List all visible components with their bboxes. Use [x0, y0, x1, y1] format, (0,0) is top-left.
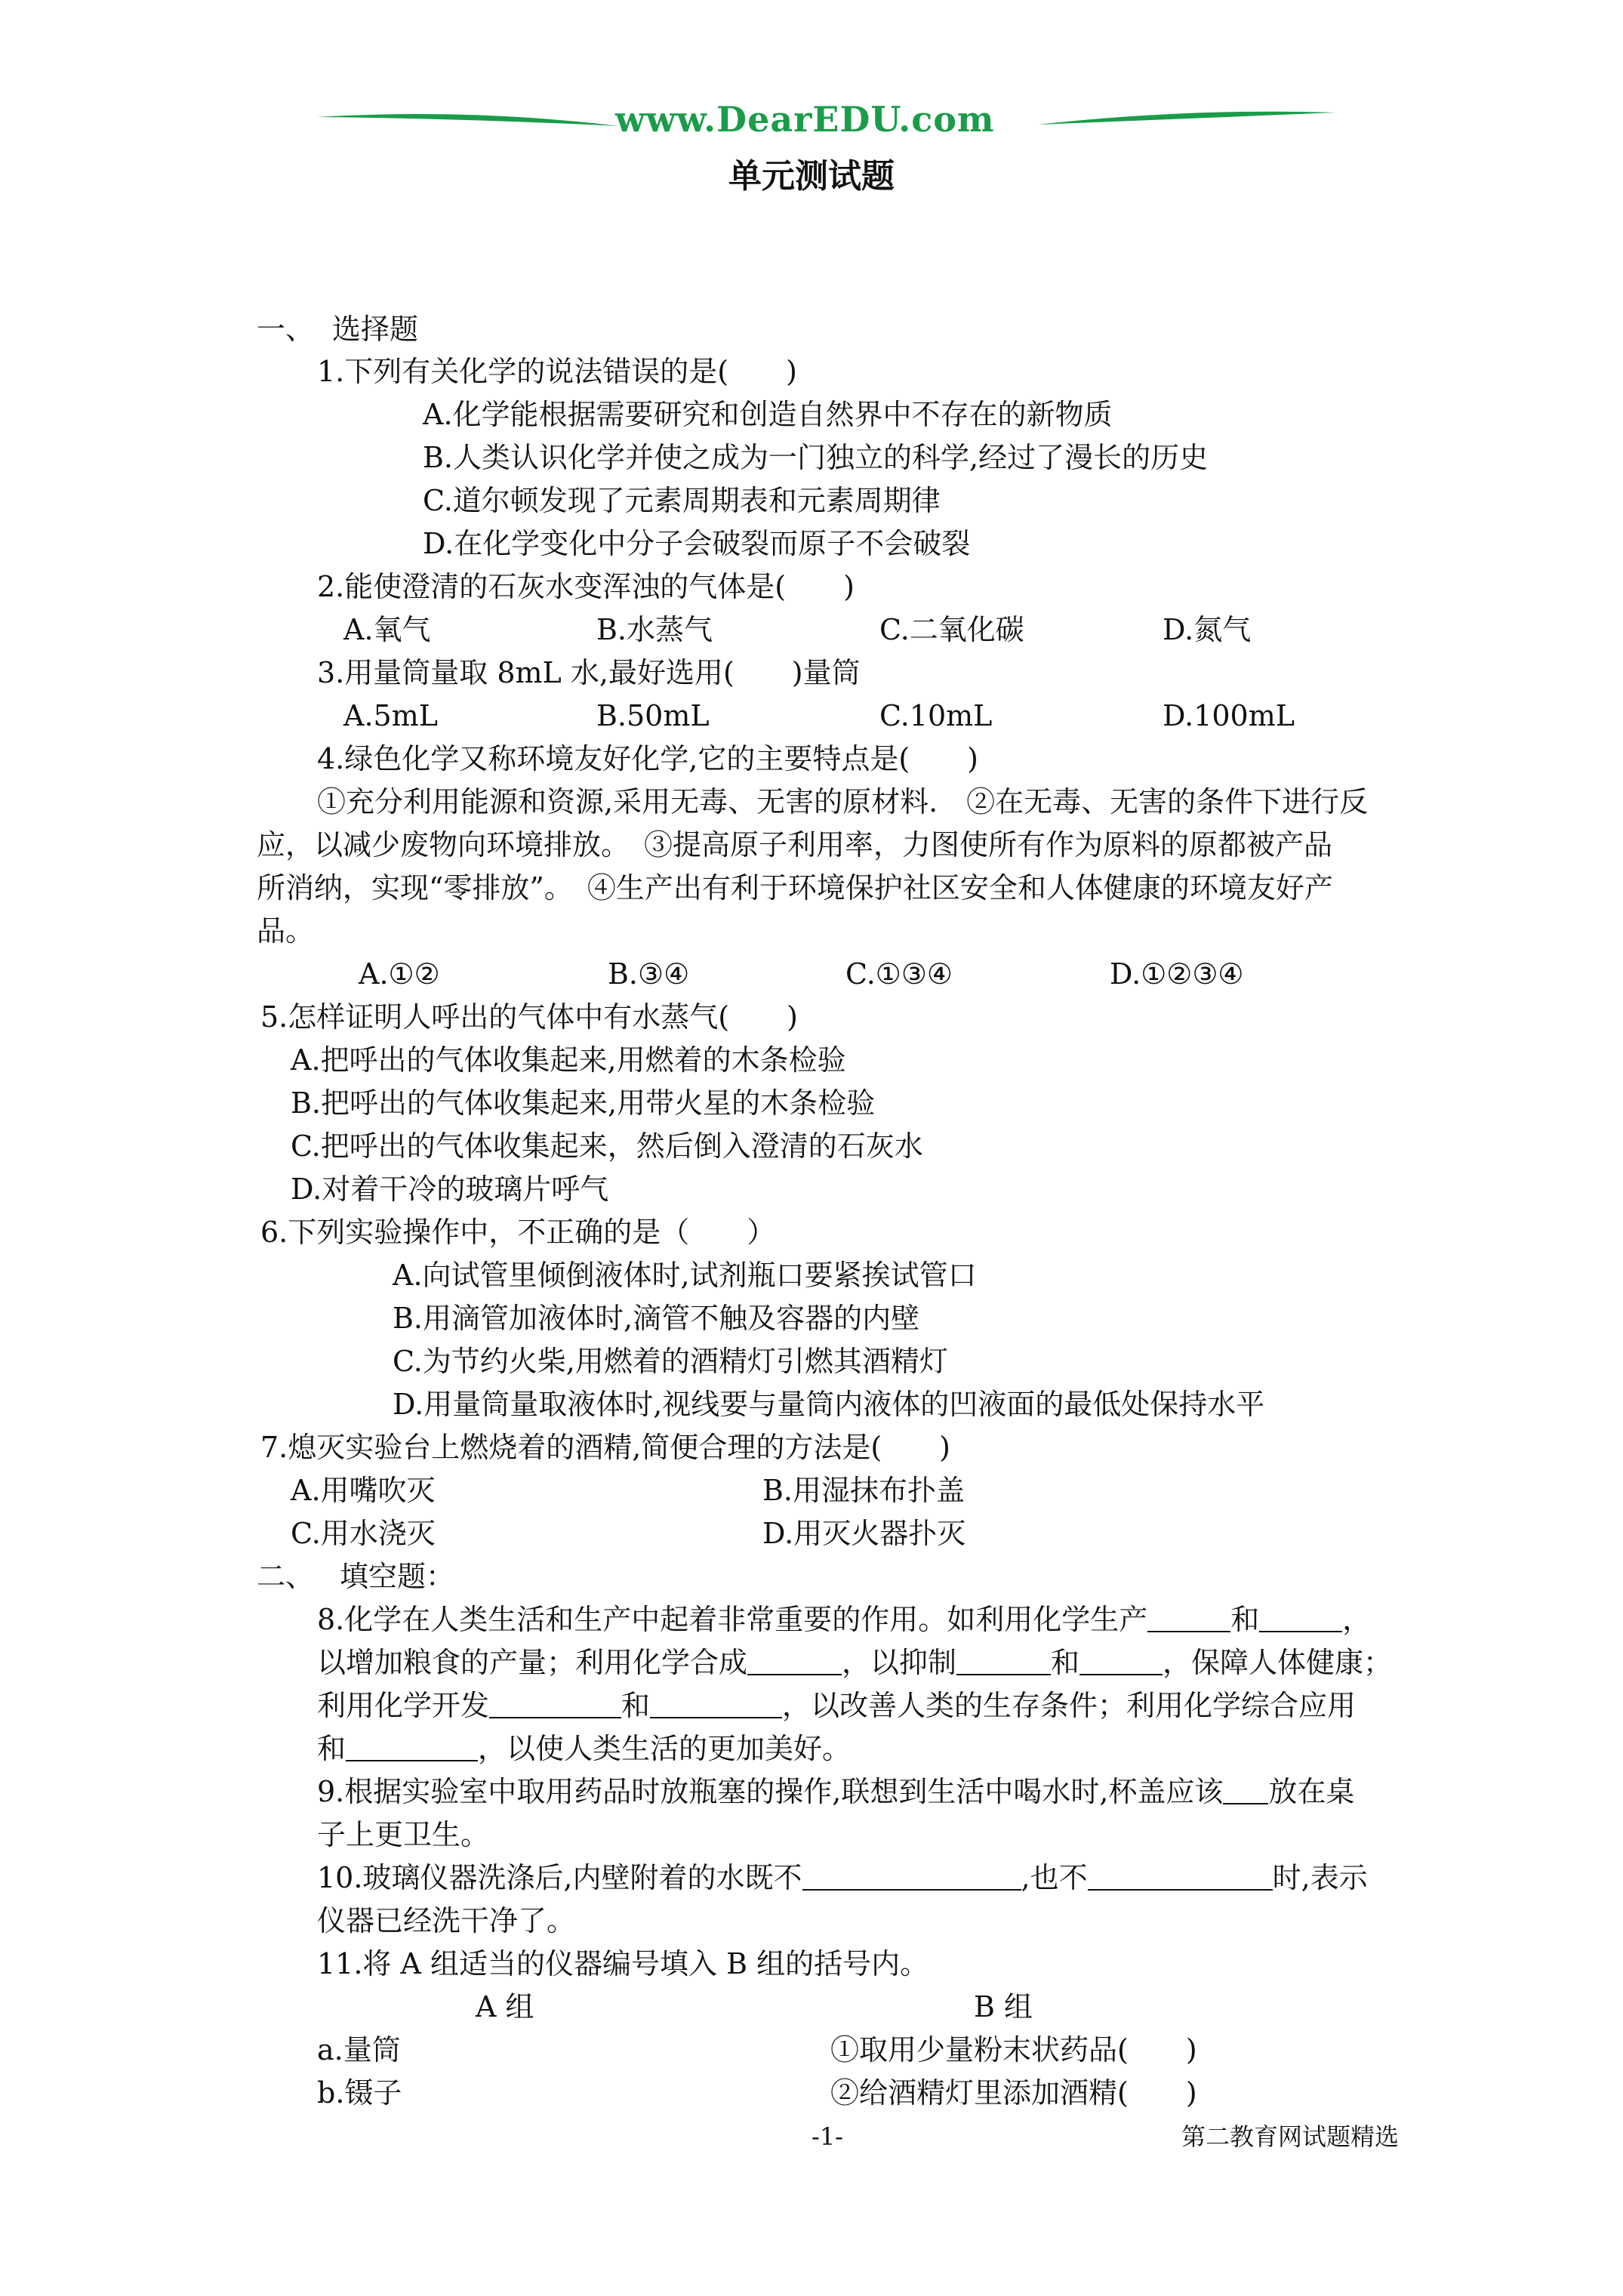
q8-text: ，以使人类生活的更加美好。: [478, 1732, 852, 1765]
q3-stem: 3.用量筒量取 8mL 水,最好选用( )量筒: [317, 656, 861, 689]
q5-option-b: B.把呼出的气体收集起来,用带火星的木条检验: [291, 1086, 876, 1120]
q7-option-c: C.用水浇灭: [291, 1517, 436, 1550]
q5-option-a: A.把呼出的气体收集起来,用燃着的木条检验: [291, 1043, 846, 1077]
q6-option-a: A.向试管里倾倒液体时,试剂瓶口要紧挨试管口: [393, 1259, 977, 1292]
page-title: 单元测试题: [728, 157, 895, 196]
q8-text: 利用化学开发: [317, 1689, 490, 1722]
q5-option-c: C.把呼出的气体收集起来，然后倒入澄清的石灰水: [291, 1130, 923, 1163]
q8-text: ，: [1342, 1603, 1372, 1636]
q4-paragraph-line4: 品。: [257, 914, 315, 948]
q3-option-c: C.10mL: [879, 699, 993, 732]
header-swoosh-left: [317, 102, 619, 140]
q6-stem: 6.下列实验操作中，不正确的是（ ）: [260, 1216, 776, 1249]
q1-option-b: B.人类认识化学并使之成为一门独立的科学,经过了漫长的历史: [423, 441, 1209, 474]
q3-option-d: D.100mL: [1163, 699, 1295, 732]
footer-source: 第二教育网试题精选: [1181, 2122, 1400, 2151]
q11-group-b-header: B 组: [974, 1990, 1033, 2023]
q8-text: 和: [317, 1732, 346, 1765]
q8-blank-1[interactable]: [1147, 1605, 1230, 1632]
q11-a-item-1: a.量筒: [317, 2033, 401, 2066]
q10-blank-1[interactable]: [802, 1863, 1021, 1891]
q8-line3: [317, 1687, 1356, 1724]
q8-text: 和: [621, 1689, 651, 1722]
q6-option-c: C.为节约火柴,用燃着的酒精灯引燃其酒精灯: [393, 1345, 948, 1378]
q9-blank[interactable]: [1223, 1777, 1268, 1804]
q2-option-c: C.二氧化碳: [879, 613, 1024, 646]
q7-option-a: A.用嘴吹灭: [291, 1474, 436, 1507]
q8-text: 和: [1230, 1603, 1260, 1636]
q10-line1: [317, 1860, 1368, 1896]
q6-option-d: D.用量筒量取液体时,视线要与量筒内液体的凹液面的最低处保持水平: [393, 1388, 1265, 1421]
q4-paragraph-line2: 应，以减少废物向环境排放。 ③提高原子利用率，力图使所有作为原料的原都被产品: [257, 828, 1333, 861]
q9-line2: 子上更卫生。: [317, 1818, 490, 1851]
q8-line2: [317, 1644, 1392, 1681]
q8-blank-7[interactable]: [650, 1691, 782, 1718]
q2-option-b: B.水蒸气: [596, 613, 713, 646]
q11-b-item-2: ②给酒精灯里添加酒精( ): [830, 2076, 1197, 2110]
q2-stem: 2.能使澄清的石灰水变浑浊的气体是( ): [317, 570, 855, 603]
section2-number: 二、: [257, 1560, 315, 1593]
q8-text: 8.化学在人类生活和生产中起着非常重要的作用。如利用化学生产: [317, 1603, 1148, 1636]
q8-text: 和: [1051, 1646, 1080, 1679]
q10-line2: 仪器已经洗干净了。: [317, 1904, 576, 1937]
q8-text: ，保障人体健康；: [1163, 1646, 1393, 1679]
q3-option-b: B.50mL: [596, 699, 710, 732]
q8-line1: [317, 1601, 1371, 1638]
q8-blank-3[interactable]: [747, 1648, 842, 1675]
q10-blank-2[interactable]: [1088, 1863, 1273, 1891]
q7-option-d: D.用灭火器扑灭: [762, 1517, 966, 1550]
q1-option-d: D.在化学变化中分子会破裂而原子不会破裂: [423, 527, 971, 560]
q7-stem: 7.熄灭实验台上燃烧着的酒精,简便合理的方法是( ): [260, 1431, 950, 1464]
q2-option-d: D.氮气: [1163, 613, 1252, 646]
page-number: -1-: [812, 2122, 843, 2151]
q4-stem: 4.绿色化学又称环境友好化学,它的主要特点是( ): [317, 742, 978, 775]
q8-blank-8[interactable]: [346, 1734, 478, 1761]
q8-blank-5[interactable]: [1079, 1648, 1163, 1675]
q8-blank-6[interactable]: [489, 1691, 621, 1718]
q7-option-b: B.用湿抹布扑盖: [762, 1474, 965, 1507]
section1-label: 选择题: [332, 313, 419, 346]
q10-text: 时,表示: [1272, 1861, 1368, 1894]
q9-text: 9.根据实验室中取用药品时放瓶塞的操作,联想到生活中喝水时,杯盖应该: [317, 1775, 1224, 1808]
q8-text: ，以改善人类的生存条件；利用化学综合应用: [782, 1689, 1357, 1722]
q1-option-c: C.道尔顿发现了元素周期表和元素周期律: [423, 484, 941, 517]
section2-label: 填空题：: [340, 1560, 455, 1593]
q8-text: ，以抑制: [842, 1646, 957, 1679]
q10-text: 10.玻璃仪器洗涤后,内壁附着的水既不: [317, 1861, 802, 1894]
q10-text: ,也不: [1021, 1861, 1088, 1894]
section1-number: 一、: [257, 313, 315, 346]
q5-stem: 5.怎样证明人呼出的气体中有水蒸气( ): [260, 1000, 798, 1034]
q8-text: 以增加粮食的产量；利用化学合成: [317, 1646, 748, 1679]
q1-option-a: A.化学能根据需要研究和创造自然界中不存在的新物质: [423, 398, 1113, 431]
q2-option-a: A.氧气: [343, 613, 431, 646]
q8-blank-4[interactable]: [956, 1648, 1051, 1675]
q4-option-d: D.①②③④: [1110, 957, 1244, 991]
q3-option-a: A.5mL: [343, 699, 438, 732]
q11-b-item-1: ①取用少量粉末状药品( ): [830, 2033, 1197, 2066]
header-swoosh-right: [1038, 102, 1336, 140]
q4-option-b: B.③④: [608, 957, 690, 991]
q1-stem: 1.下列有关化学的说法错误的是( ): [317, 355, 797, 388]
q6-option-b: B.用滴管加液体时,滴管不触及容器的内壁: [393, 1302, 920, 1335]
q11-stem: 11.将 A 组适当的仪器编号填入 B 组的括号内。: [317, 1947, 929, 1980]
q11-group-a-header: A 组: [476, 1990, 534, 2023]
q5-option-d: D.对着干冷的玻璃片呼气: [291, 1173, 609, 1206]
q4-option-a: A.①②: [359, 957, 440, 991]
q8-line4: [317, 1730, 851, 1767]
q4-paragraph-line3: 所消纳，实现“零排放”。 ④生产出有利于环境保护社区安全和人体健康的环境友好产: [257, 871, 1333, 905]
q4-option-c: C.①③④: [845, 957, 953, 991]
site-logo-text: www.DearEDU.com: [615, 99, 995, 140]
q4-paragraph-line1: ①充分利用能源和资源,采用无毒、无害的原材料. ②在无毒、无害的条件下进行反: [317, 785, 1369, 818]
q11-a-item-2: b.镊子: [317, 2076, 402, 2110]
q9-text: 放在桌: [1268, 1775, 1355, 1808]
q8-blank-2[interactable]: [1259, 1605, 1342, 1632]
q9-line1: [317, 1774, 1354, 1810]
